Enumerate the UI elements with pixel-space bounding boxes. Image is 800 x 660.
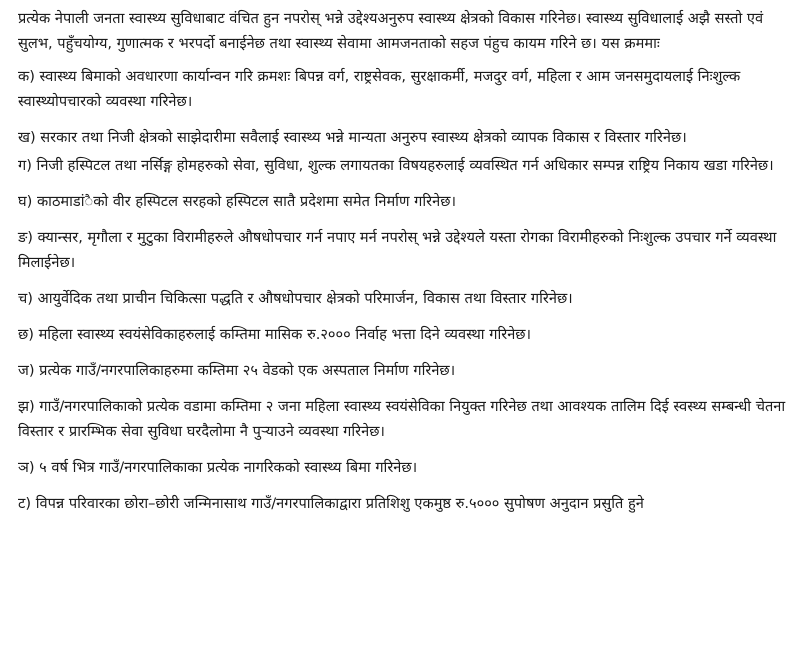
list-item-gha: घ) काठमाडांैको वीर हस्पिटल सरहको हस्पिटल सातै प्रदेशमा समेत निर्माण गरिनेछ। bbox=[18, 193, 456, 210]
list-item-ga: ग) निजी हस्पिटल तथा नर्सिङ्ग होमहरुको सेवा, सुविधा, शुल्क लगायतका विषयहरुलाई व्यवस्थित गर्न अधिकार सम्पन्न राष्ट्रिय निकाय खडा गरिनेछ। bbox=[18, 157, 774, 174]
list-item-ta: ट) विपन्न परिवारका छोरा–छोरी जन्मिनासाथ गाउँ/नगरपालिकाद्वारा प्रतिशिशु एकमुष्ठ रु.५००० सुपोषण अनुदान प्रसुति हुने bbox=[18, 495, 644, 512]
list-item-nga: ङ) क्यान्सर, मृगौला र मुटुका विरामीहरुले औषधोपचार गर्न नपाए मर्न नपरोस् भन्ने उद्देश्यले यस्ता रोगका विरामीहरुको निःशुल्क उपचार गर्ने व्यवस्था मिलाईनेछ। bbox=[18, 229, 777, 271]
list-item-nya: ञ) ५ वर्ष भित्र गाउँ/नगरपालिकाका प्रत्येक नागरिकको स्वास्थ्य बिमा गरिनेछ। bbox=[18, 459, 418, 476]
list-item-jha: झ) गाउँ/नगरपालिकाको प्रत्येक वडामा कम्तिमा २ जना महिला स्वास्थ्य स्वयंसेविका नियुक्त गरिनेछ तथा आवश्यक तालिम दिई स्वस्थ्य सम्बन्धी चेतना विस्तार र प्रारम्भिक सेवा सुविधा घरदैलोमा नै पुऱ्याउने व्यवस्था गरिनेछ। bbox=[18, 398, 786, 440]
list-item-kha: ख) सरकार तथा निजी क्षेत्रको साझेदारीमा सवैलाई स्वास्थ्य भन्ने मान्यता अनुरुप स्वास्थ्य क्षेत्रको व्यापक विकास र विस्तार गरिनेछ। bbox=[18, 129, 687, 146]
intro-paragraph: प्रत्येक नेपाली जनता स्वास्थ्य सुविधाबाट वंचित हुन नपरोस् भन्ने उद्देश्यअनुरुप स्वास्थ्य क्षेत्रको विकास गरिनेछ। स्वास्थ्य सुविधालाई अझै सस्तो एवं सुलभ, पहुँचयोग्य, गुणात्मक र भरपर्दो बनाईनेछ तथा स्वास्थ्य सेवामा आमजनताको सहज पंहुच कायम गरिने छ। यस क्रममाः bbox=[18, 10, 764, 52]
list-item-ja: ज) प्रत्येक गाउँ/नगरपालिकाहरुमा कम्तिमा २५ वेडको एक अस्पताल निर्माण गरिनेछ। bbox=[18, 362, 456, 379]
document-body bbox=[18, 6, 788, 516]
list-item-chha: छ) महिला स्वास्थ्य स्वयंसेविकाहरुलाई कम्तिमा मासिक रु.२००० निर्वाह भत्ता दिने व्यवस्था गरिनेछ। bbox=[18, 326, 532, 343]
list-item-ka: क) स्वास्थ्य बिमाको अवधारणा कार्यान्वन गरि क्रमशः बिपन्न वर्ग, राष्ट्रसेवक, सुरक्षाकर्मी, मजदुर वर्ग, महिला र आम जनसमुदायलाई निःशुल्क स्वास्थ्योपचारको व्यवस्था गरिनेछ। bbox=[18, 68, 741, 110]
list-item-cha: च) आयुर्वेदिक तथा प्राचीन चिकित्सा पद्धति र औषधोपचार क्षेत्रको परिमार्जन, विकास तथा विस्तार गरिनेछ। bbox=[18, 290, 573, 307]
